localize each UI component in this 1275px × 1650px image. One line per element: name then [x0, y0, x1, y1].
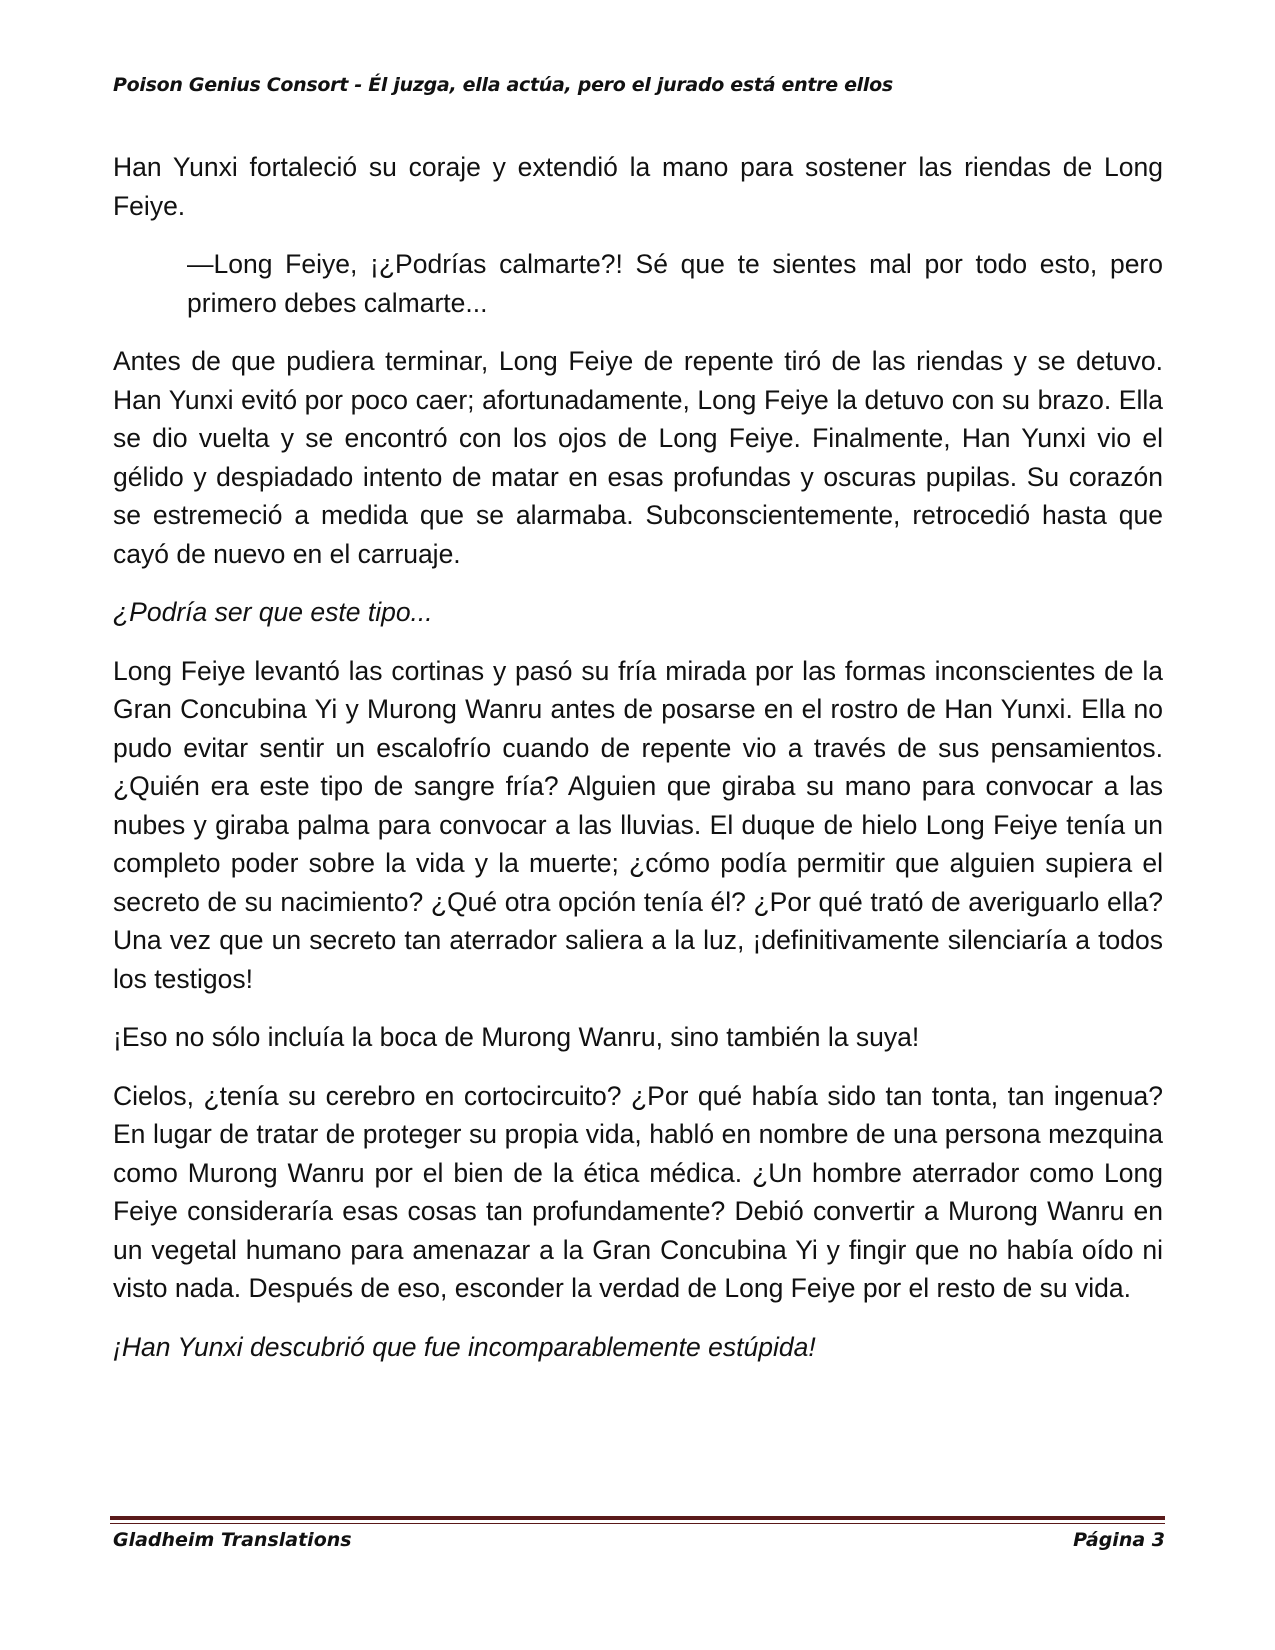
- footer-page-number: Página 3: [1073, 1529, 1165, 1551]
- paragraph: Han Yunxi fortaleció su coraje y extendió la mano para sostener las riendas de Long Feiye.: [113, 152, 1163, 221]
- dialogue-paragraph: —Long Feiye, ¡¿Podrías calmarte?! Sé que te sientes mal por todo esto, pero primero debes calmarte...: [187, 249, 1163, 318]
- footer-translator-credit: Gladheim Translations: [113, 1529, 352, 1551]
- italic-paragraph: ¡Han Yunxi descubrió que fue incomparablemente estúpida!: [113, 1331, 816, 1362]
- paragraph: Long Feiye levantó las cortinas y pasó su fría mirada por las formas inconscientes de la Gran Concubina Yi y Murong Wanru antes de posarse en el rostro de Han Yunxi. Ella no pudo evitar sentir un escalofrío cuando de repente vio a través de sus pensamientos. ¿Quién era este tipo de sangre fría? Alguien que giraba su mano para convocar a las nubes y giraba palma para convocar a las lluvias. El duque de hielo Long Feiye tenía un completo poder sobre la vida y la muerte; ¿cómo podía permitir que alguien supiera el secreto de su nacimiento? ¿Qué otra opción tenía él? ¿Por qué trató de averiguarlo ella? Una vez que un secreto tan aterrador saliera a la luz, ¡definitivamente silenciaría a todos los testigos!: [113, 655, 1163, 994]
- footer-divider: [110, 1516, 1165, 1520]
- document-body: [113, 148, 1163, 1386]
- paragraph: Cielos, ¿tenía su cerebro en cortocircuito? ¿Por qué había sido tan tonta, tan ingenua? En lugar de tratar de proteger su propia vida, habló en nombre de una persona mezquina como Murong Wanru por el bien de la ética médica. ¿Un hombre aterrador como Long Feiye consideraría esas cosas tan profundamente? Debió convertir a Murong Wanru en un vegetal humano para amenazar a la Gran Concubina Yi y fingir que no había oído ni visto nada. Después de eso, esconder la verdad de Long Feiye por el resto de su vida.: [113, 1080, 1163, 1303]
- page-header-title: Poison Genius Consort - Él juzga, ella actúa, pero el jurado está entre ellos: [113, 74, 893, 96]
- italic-paragraph: ¿Podría ser que este tipo...: [113, 597, 433, 627]
- paragraph: Antes de que pudiera terminar, Long Feiye de repente tiró de las riendas y se detuvo. Han Yunxi evitó por poco caer; afortunadamente, Long Feiye la detuvo con su brazo. Ella se dio vuelta y se encontró con los ojos de Long Feiye. Finalmente, Han Yunxi vio el gélido y despiadado intento de matar en esas profundas y oscuras pupilas. Su corazón se estremeció a medida que se alarmaba. Subconscientemente, retrocedió hasta que cayó de nuevo en el carruaje.: [113, 346, 1163, 569]
- footer-divider-thin: [110, 1523, 1165, 1524]
- paragraph: ¡Eso no sólo incluía la boca de Murong Wanru, sino también la suya!: [113, 1022, 920, 1052]
